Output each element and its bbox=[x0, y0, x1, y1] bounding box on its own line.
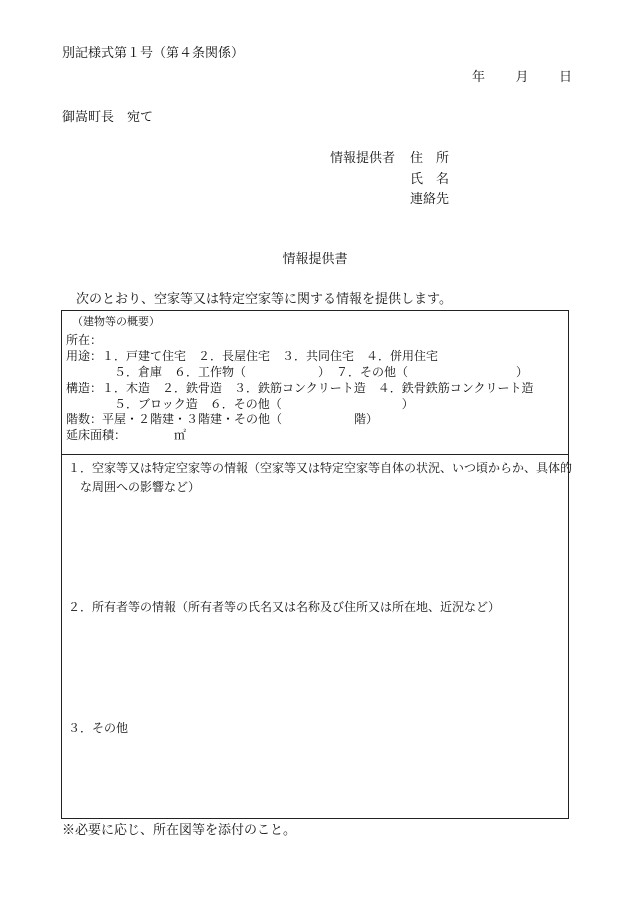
location-field: 所在： bbox=[66, 333, 103, 347]
floor-area-unit: ㎡ bbox=[174, 428, 187, 442]
section-3-heading: ３．その他 bbox=[68, 721, 129, 735]
date-day-label: 日 bbox=[558, 70, 572, 85]
attachment-note: ※必要に応じ、所在図等を添付のこと。 bbox=[62, 823, 297, 838]
structure-options-line-1: 構造：１．木造 ２．鉄骨造 ３．鉄筋コンクリート造 ４．鉄骨鉄筋コンクリート造 bbox=[66, 381, 534, 395]
structure-options-line-2: ５．ブロック造 ６．その他（ ） bbox=[114, 397, 414, 411]
floor-area-label: 延床面積： bbox=[66, 428, 127, 442]
provider-role-label: 情報提供者 bbox=[330, 151, 396, 166]
section-1-heading: １．空家等又は特定空家等の情報（空家等又は特定空家等自体の状況、いつ頃からか、具体的 bbox=[68, 461, 573, 475]
section-1-heading-continued: な周囲への影響など） bbox=[80, 480, 201, 494]
usage-options-line-1: 用途：１．戸建て住宅 ２．長屋住宅 ３．共同住宅 ４．併用住宅 bbox=[66, 349, 439, 363]
floors-options: 階数：平屋・２階建・３階建・その他（ 階） bbox=[66, 412, 379, 426]
provider-address-label: 住 所 bbox=[410, 151, 450, 166]
date-line bbox=[472, 70, 572, 86]
intro-text: 次のとおり、空家等又は特定空家等に関する情報を提供します。 bbox=[76, 292, 452, 307]
date-year-label: 年 bbox=[472, 70, 486, 85]
usage-options-line-2: ５．倉庫 ６．工作物（ ） ７．その他（ ） bbox=[114, 365, 529, 379]
table-divider bbox=[62, 454, 568, 455]
provider-name-label: 氏 名 bbox=[410, 172, 450, 187]
document-title: 情報提供書 bbox=[282, 252, 348, 267]
form-number: 別記様式第１号（第４条関係） bbox=[62, 46, 245, 61]
date-month-label: 月 bbox=[515, 70, 529, 85]
information-form-table bbox=[61, 310, 573, 819]
provider-contact-label: 連絡先 bbox=[410, 192, 450, 207]
addressee: 御嵩町長 宛て bbox=[62, 110, 154, 125]
overview-header: （建物等の概要） bbox=[72, 315, 160, 328]
section-2-heading: ２．所有者等の情報（所有者等の氏名又は名称及び住所又は所在地、近況など） bbox=[68, 600, 501, 614]
floor-area-field bbox=[66, 428, 186, 443]
